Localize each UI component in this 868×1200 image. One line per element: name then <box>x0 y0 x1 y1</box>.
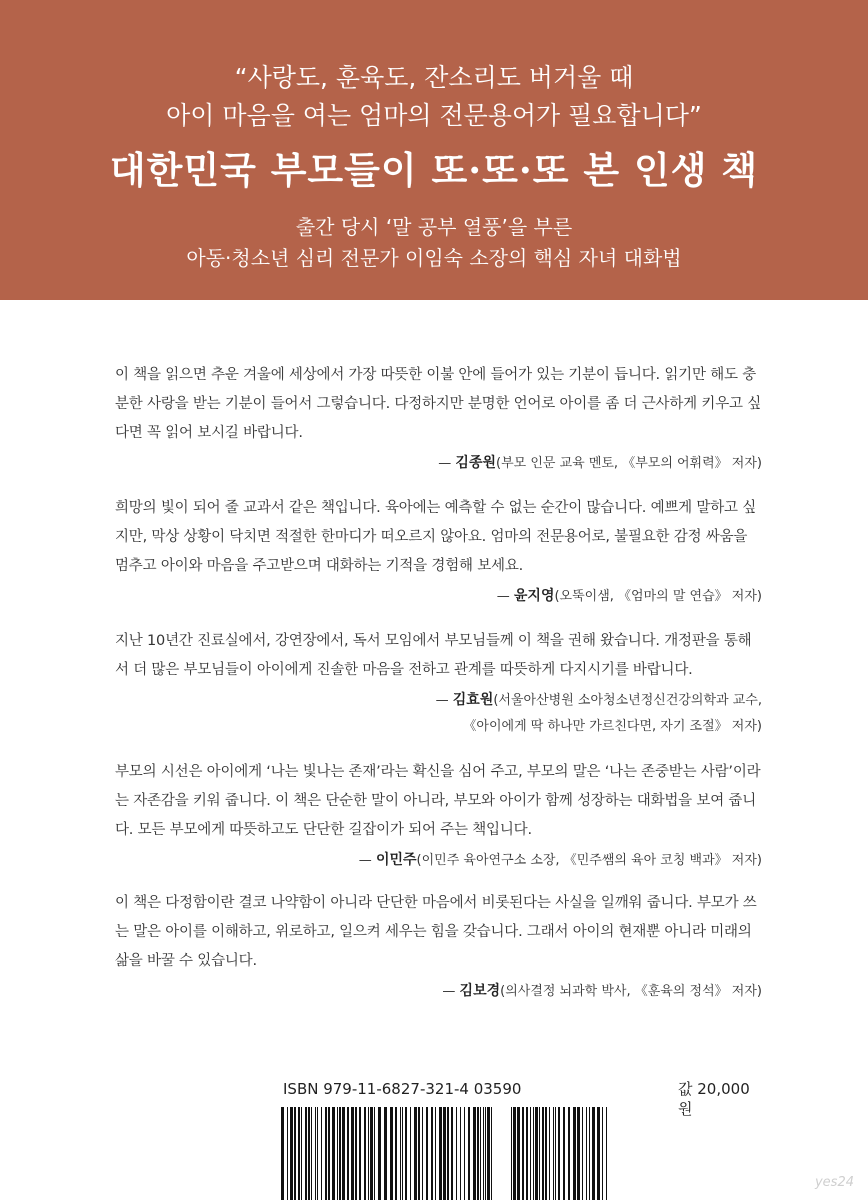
barcode-bar <box>533 1107 534 1200</box>
barcode-bar <box>325 1107 327 1200</box>
barcode-bar <box>287 1107 288 1200</box>
author-credit: (오뚝이샘, 《엄마의 말 연습》 저자) <box>554 589 762 604</box>
barcode-bar <box>328 1107 330 1200</box>
barcode-bar <box>558 1107 560 1200</box>
barcode-bar <box>589 1107 590 1200</box>
barcode-bar <box>473 1107 476 1200</box>
barcode-bar <box>597 1107 600 1200</box>
barcode-bar <box>400 1107 401 1200</box>
barcode-bar <box>553 1107 554 1200</box>
barcode-bar <box>592 1107 595 1200</box>
author-credit: (서울아산병원 소아청소년정신건강의학과 교수, <box>493 693 762 708</box>
barcode-bar <box>337 1107 338 1200</box>
barcode-bar <box>573 1107 576 1200</box>
barcode-bar <box>443 1107 446 1200</box>
author-name: 김효원 <box>452 692 494 708</box>
barcode-bar <box>402 1107 403 1200</box>
author-credit: (부모 인문 교육 멘토, 《부모의 어휘력》 저자) <box>496 456 762 471</box>
barcode-bar <box>513 1107 516 1200</box>
barcode-bar <box>422 1107 423 1200</box>
barcode-bar <box>577 1107 580 1200</box>
barcode-bar <box>414 1107 417 1200</box>
barcode-bar <box>294 1107 296 1200</box>
author-name: 김종원 <box>455 455 496 471</box>
barcode-bar <box>526 1107 528 1200</box>
barcode-bar <box>485 1107 486 1200</box>
barcode-bar <box>563 1107 565 1200</box>
barcode-bar <box>339 1107 341 1200</box>
barcode-bar <box>539 1107 540 1200</box>
review-2 <box>115 494 762 610</box>
review-1 <box>115 361 762 477</box>
author-name: 윤지영 <box>513 588 555 604</box>
subtitle-line-2: 아동·청소년 심리 전문가 이임숙 소장의 핵심 자녀 대화법 <box>186 246 682 270</box>
barcode-bar <box>530 1107 531 1200</box>
barcode-bar <box>582 1107 583 1200</box>
barcode-bar <box>355 1107 357 1200</box>
barcode-bar <box>311 1107 312 1200</box>
barcode-bar <box>315 1107 316 1200</box>
barcode-bar <box>281 1107 284 1200</box>
quote-line-2: 아이 마음을 여는 엄마의 전문용어가 필요합니다” <box>166 101 702 130</box>
barcode-addon <box>511 1107 611 1200</box>
author-name: 이민주 <box>375 852 417 868</box>
barcode-bar <box>545 1107 547 1200</box>
barcode-bar <box>317 1107 318 1200</box>
barcode-bar <box>435 1107 436 1200</box>
barcode-bar <box>298 1107 300 1200</box>
barcode-bar <box>374 1107 375 1200</box>
author-credit: (의사결정 뇌과학 박사, 《훈육의 정석》 저자) <box>500 984 762 999</box>
barcode-bar <box>395 1107 397 1200</box>
barcode-bar <box>602 1107 603 1200</box>
review-author <box>115 450 762 477</box>
price-text: 값 20,000원 <box>678 1080 750 1118</box>
barcode-bar <box>347 1107 349 1200</box>
barcode-bar <box>410 1107 411 1200</box>
author-credit-line2: 《아이에게 딱 하나만 가르친다면, 자기 조절》 저자) <box>463 719 762 734</box>
barcode-bar <box>549 1107 550 1200</box>
barcode-bar <box>439 1107 442 1200</box>
barcode-bar <box>447 1107 449 1200</box>
barcode-bar <box>464 1107 465 1200</box>
barcode-bar <box>542 1107 544 1200</box>
review-3 <box>115 627 762 740</box>
barcode-bar <box>290 1107 293 1200</box>
main-title: 대한민국 부모들이 또·또·또 본 인생 책 <box>109 148 759 192</box>
barcode-bar <box>418 1107 420 1200</box>
author-dash: — <box>435 693 453 708</box>
barcode-bar <box>477 1107 479 1200</box>
barcode-bar <box>321 1107 322 1200</box>
barcode-main <box>281 1107 495 1200</box>
barcode-bar <box>390 1107 393 1200</box>
author-dash: — <box>358 853 376 868</box>
author-credit: (이민주 육아연구소 소장, 《민주쌤의 육아 코칭 백과》 저자) <box>416 853 762 868</box>
barcode-bar <box>301 1107 302 1200</box>
barcode-bar <box>606 1107 607 1200</box>
barcode-bar <box>426 1107 428 1200</box>
barcode-bar <box>535 1107 538 1200</box>
review-4 <box>115 758 762 874</box>
barcode-bar <box>586 1107 587 1200</box>
review-5 <box>115 889 762 1005</box>
barcode-bar <box>451 1107 453 1200</box>
barcode-bar <box>305 1107 307 1200</box>
review-text: 희망의 빛이 되어 줄 교과서 같은 책입니다. 육아에는 예측할 수 없는 순간이 많습니다. 예쁘게 말하고 싶지만, 막상 상황이 닥치면 적절한 한마디가 떠오르지 않아요. 엄마의 전문용어로, 불필요한 감정 싸움을 멈추고 아이와 마음을 주고받으며 대화하는 기적을 경험해 보세요. <box>115 500 757 574</box>
barcode-bar <box>342 1107 345 1200</box>
barcode-bar <box>555 1107 556 1200</box>
review-author <box>115 847 762 874</box>
review-author <box>115 687 762 740</box>
review-author <box>115 583 762 610</box>
review-author <box>115 978 762 1005</box>
barcode-bar <box>384 1107 387 1200</box>
isbn-text: ISBN 979-11-6827-321-4 03590 <box>283 1080 522 1098</box>
barcode-bar <box>480 1107 481 1200</box>
barcode-bar <box>522 1107 524 1200</box>
barcode-bar <box>370 1107 373 1200</box>
barcode-bar <box>511 1107 512 1200</box>
quote-line-1: “사랑도, 훈육도, 잔소리도 버거울 때 <box>234 63 634 92</box>
barcode-bar <box>405 1107 407 1200</box>
barcode-bar <box>332 1107 335 1200</box>
review-text: 이 책은 다정함이란 결코 나약함이 아니라 단단한 마음에서 비롯된다는 사실을 일깨워 줍니다. 부모가 쓰는 말은 아이를 이해하고, 위로하고, 일으켜 세우는 힘을 갖습니다. 그래서 아이의 현재뿐 아니라 미래의 삶을 바꿀 수 있습니다. <box>115 895 757 969</box>
review-text: 이 책을 읽으면 추운 겨울에 세상에서 가장 따뜻한 이불 안에 들어가 있는 기분이 듭니다. 읽기만 해도 충분한 사랑을 받는 기분이 들어서 그렇습니다. 다정하지만 분명한 언어로 아이를 좀 더 근사하게 키우고 싶다면 꼭 읽어 보시길 바랍니다. <box>115 367 762 441</box>
barcode-bar <box>368 1107 369 1200</box>
barcode-bar <box>308 1107 310 1200</box>
barcode-bar <box>483 1107 484 1200</box>
subtitle-line-1: 출간 당시 ‘말 공부 열풍’을 부른 <box>295 215 573 239</box>
author-name: 김보경 <box>459 983 501 999</box>
barcode-bar <box>460 1107 461 1200</box>
author-dash: — <box>496 589 514 604</box>
barcode-bar <box>568 1107 570 1200</box>
barcode-bar <box>487 1107 490 1200</box>
review-text: 부모의 시선은 아이에게 ‘나는 빛나는 존재’라는 확신을 심어 주고, 부모의 말은 ‘나는 존중받는 사람’이라는 자존감을 키워 줍니다. 이 책은 단순한 말이 아니라, 부모와 아이가 함께 성장하는 대화법을 보여 줍니다. 모든 부모에게 따뜻하고도 단단한 길잡이가 되어 주는 책입니다. <box>115 764 761 838</box>
barcode-bar <box>468 1107 470 1200</box>
review-text: 지난 10년간 진료실에서, 강연장에서, 독서 모임에서 부모님들께 이 책을 권해 왔습니다. 개정판을 통해서 더 많은 부모님들이 아이에게 진솔한 마음을 전하고 관계를 따뜻하게 다지시기를 바랍니다. <box>115 633 752 678</box>
barcode-bar <box>491 1107 492 1200</box>
barcode-bar <box>517 1107 520 1200</box>
watermark-logo: yes24 <box>814 1175 854 1190</box>
barcode-bar <box>351 1107 354 1200</box>
barcode-bar <box>359 1107 361 1200</box>
header-banner <box>0 0 868 300</box>
author-dash: — <box>442 984 460 999</box>
author-dash: — <box>438 456 456 471</box>
barcode-bar <box>456 1107 457 1200</box>
barcode-bar <box>364 1107 366 1200</box>
barcode-bar <box>378 1107 381 1200</box>
barcode-bar <box>431 1107 433 1200</box>
